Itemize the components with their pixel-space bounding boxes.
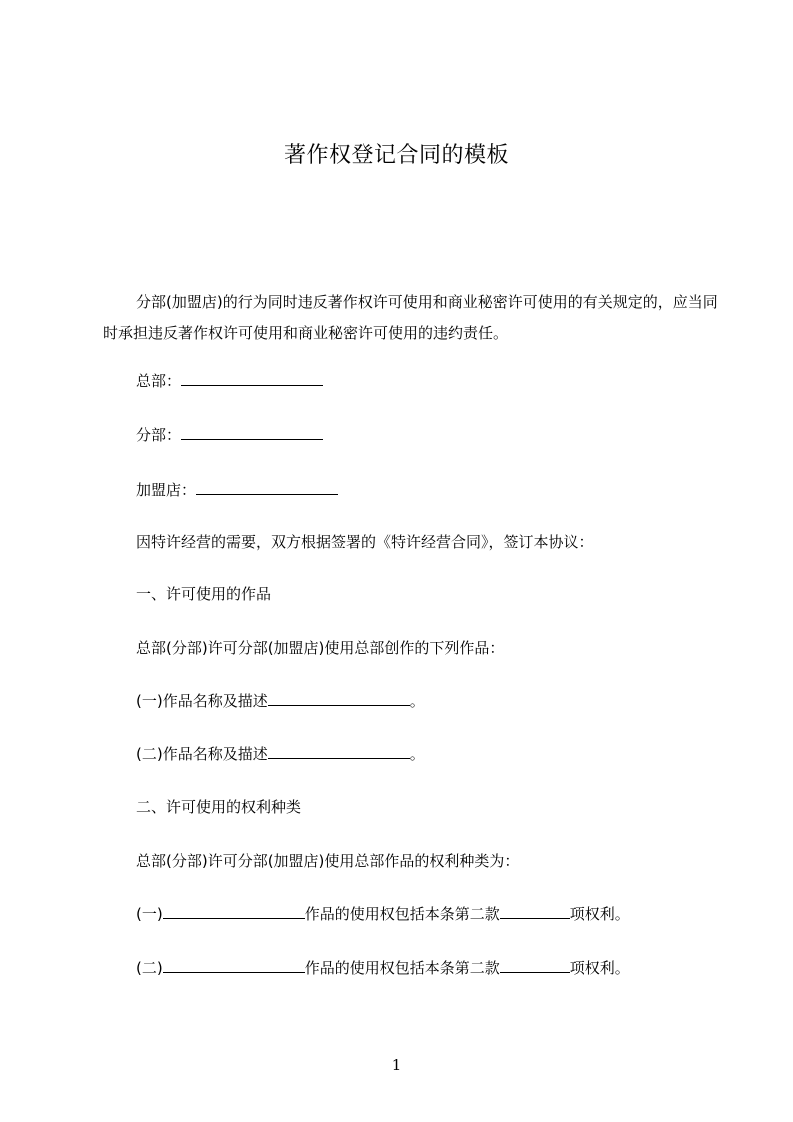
section1-item2-prefix: (二)作品名称及描述 <box>136 745 268 763</box>
document-title: 著作权登记合同的模板 <box>283 143 509 168</box>
section1-item1-blank <box>268 691 410 706</box>
section2-item1-prefix: (一) <box>136 905 163 923</box>
section2-item1-blank-b <box>500 904 570 919</box>
section1-item1 <box>136 691 425 711</box>
section2-item1-blank-a <box>163 904 305 919</box>
headquarters-blank <box>181 371 323 386</box>
branch-line <box>136 425 323 445</box>
section1-item1-prefix: (一)作品名称及描述 <box>136 692 268 710</box>
section2-item1-suffix: 项权利。 <box>569 905 630 923</box>
section2-item2-middle: 作品的使用权包括本条第二款 <box>304 959 500 977</box>
intro-paragraph: 分部(加盟店)的行为同时违反著作权许可使用和商业秘密许可使用的有关规定的，应当同时承担违反著作权许可使用和商业秘密许可使用的违约责任。 <box>103 293 718 342</box>
section2-item1 <box>136 904 630 924</box>
branch-blank <box>181 425 323 440</box>
franchise-line <box>136 480 338 500</box>
section1-item2-blank <box>268 744 410 759</box>
headquarters-label: 总部： <box>136 372 182 390</box>
section2-item2-blank-b <box>500 958 570 973</box>
branch-label: 分部： <box>136 426 182 444</box>
section2-item2-blank-a <box>163 958 305 973</box>
headquarters-line <box>136 371 323 391</box>
section2-heading: 二、许可使用的权利种类 <box>136 798 302 816</box>
section1-item1-suffix: 。 <box>409 692 425 710</box>
section1-heading: 一、许可使用的作品 <box>136 585 272 603</box>
section1-intro: 总部(分部)许可分部(加盟店)使用总部创作的下列作品： <box>136 639 505 657</box>
franchise-label: 加盟店： <box>136 481 197 499</box>
section2-item2-suffix: 项权利。 <box>569 959 630 977</box>
section2-item2 <box>136 958 630 978</box>
section1-item2-suffix: 。 <box>409 745 425 763</box>
section2-item2-prefix: (二) <box>136 959 163 977</box>
franchise-blank <box>196 480 338 495</box>
section2-intro: 总部(分部)许可分部(加盟店)使用总部作品的权利种类为： <box>136 852 520 870</box>
section2-item1-middle: 作品的使用权包括本条第二款 <box>304 905 500 923</box>
section1-item2 <box>136 744 425 764</box>
page-number: 1 <box>391 1056 402 1074</box>
preamble-line: 因特许经营的需要，双方根据签署的《特许经营合同》，签订本协议： <box>136 533 594 551</box>
